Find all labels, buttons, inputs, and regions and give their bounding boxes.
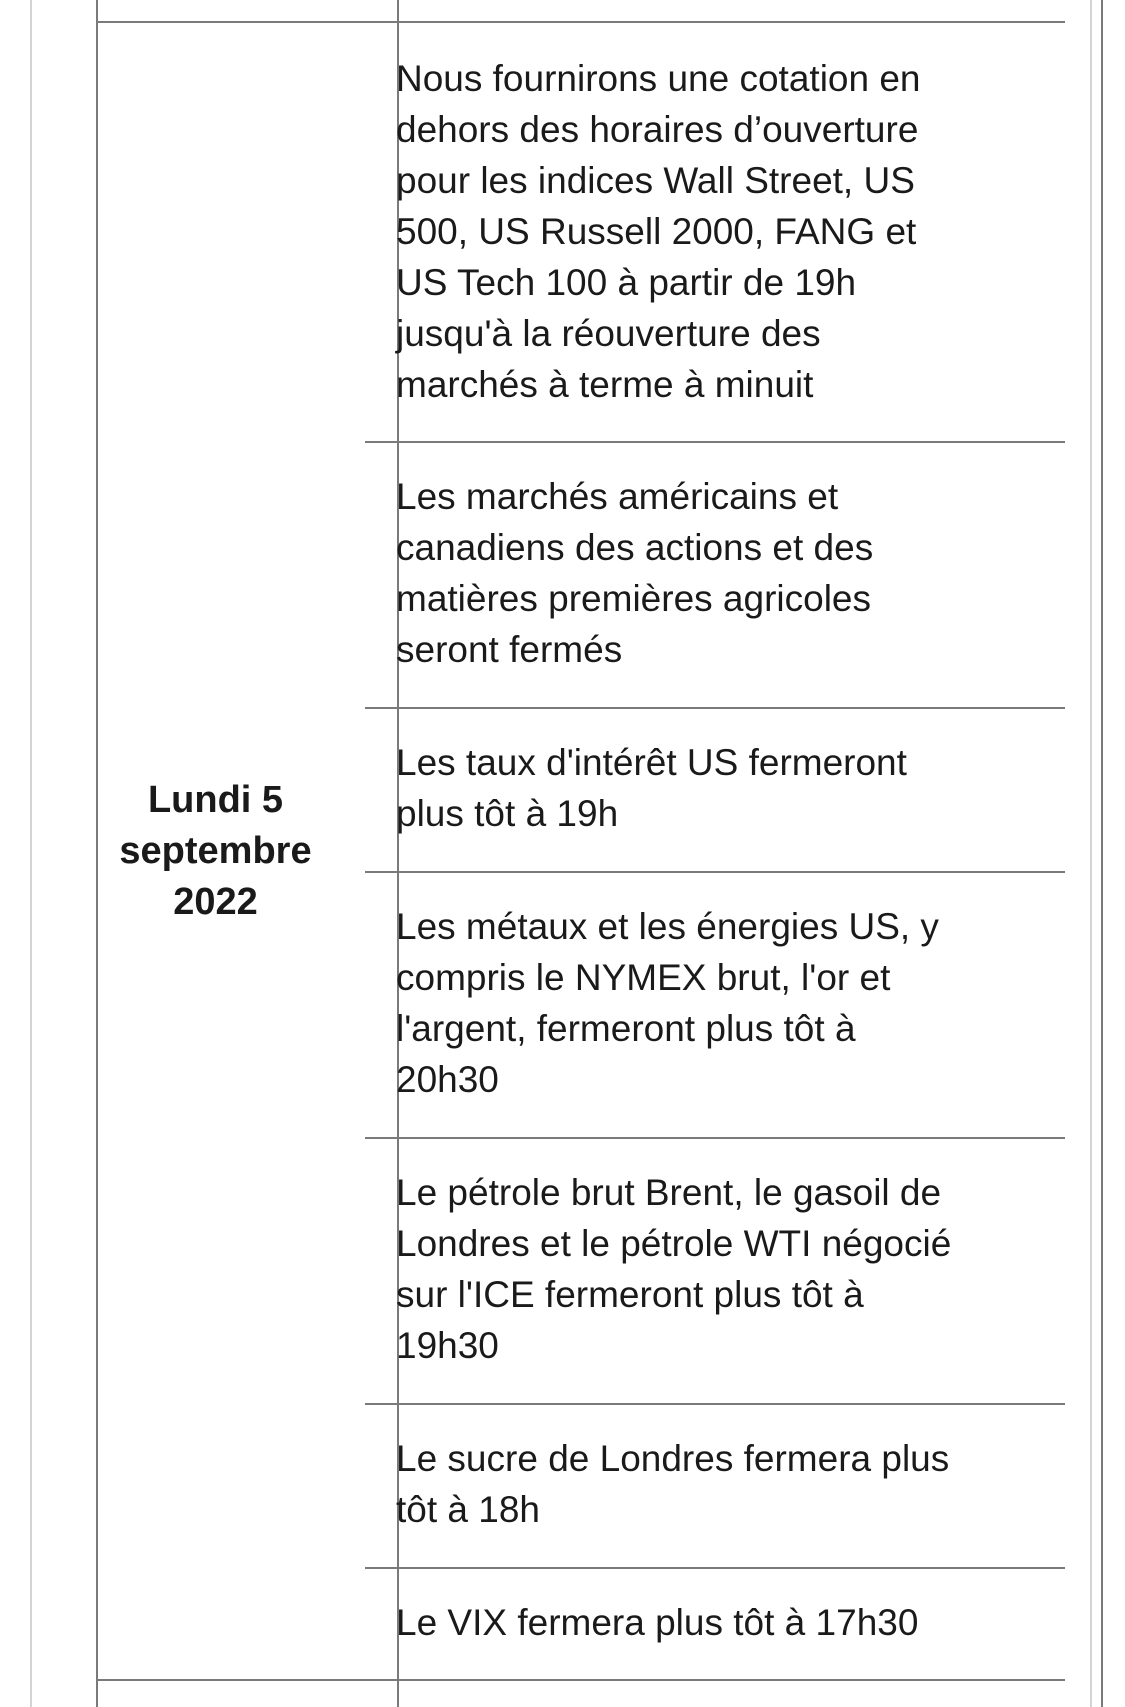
- event-cell-london-sugar: [396, 1433, 1056, 1535]
- event-line: tôt à 18h: [396, 1489, 541, 1530]
- row-separator: [365, 871, 1065, 873]
- row-separator: [365, 707, 1065, 709]
- event-line: seront fermés: [396, 629, 623, 670]
- table-border-right: [1101, 0, 1103, 1707]
- event-line: Nous fournirons une cotation en: [396, 58, 921, 99]
- event-line: 19h30: [396, 1325, 499, 1366]
- event-line: compris le NYMEX brut, l'or et: [396, 957, 891, 998]
- event-line: US Tech 100 à partir de 19h: [396, 262, 857, 303]
- event-cell-metals-energy: [396, 901, 1056, 1105]
- event-line: matières premières agricoles: [396, 578, 872, 619]
- event-line: Les taux d'intérêt US fermeront: [396, 742, 907, 783]
- event-line: dehors des horaires d’ouverture: [396, 109, 919, 150]
- event-cell-quotation: [396, 53, 1056, 410]
- date-year: 2022: [173, 881, 258, 923]
- event-line: Les métaux et les énergies US, y: [396, 906, 939, 947]
- event-line: canadiens des actions et des: [396, 527, 874, 568]
- event-line: Le VIX fermera plus tôt à 17h30: [396, 1602, 919, 1643]
- event-line: Le pétrole brut Brent, le gasoil de: [396, 1172, 942, 1213]
- event-line: pour les indices Wall Street, US: [396, 160, 915, 201]
- row-separator: [365, 1567, 1065, 1569]
- event-cell-vix: [396, 1597, 1056, 1648]
- row-separator: [365, 1403, 1065, 1405]
- event-line: marchés à terme à minuit: [396, 364, 814, 405]
- date-day: Lundi 5: [147, 779, 284, 821]
- event-line: sur l'ICE fermeront plus tôt à: [396, 1274, 864, 1315]
- event-line: 500, US Russell 2000, FANG et: [396, 211, 917, 252]
- date-cell: [66, 775, 365, 928]
- event-line: 20h30: [396, 1059, 499, 1100]
- row-separator-bottom: [96, 1679, 1065, 1681]
- event-cell-interest-rates: [396, 737, 1056, 839]
- event-line: Les marchés américains et: [396, 476, 839, 517]
- event-line: jusqu'à la réouverture des: [396, 313, 821, 354]
- row-separator: [365, 1137, 1065, 1139]
- event-line: Londres et le pétrole WTI négocié: [396, 1223, 952, 1264]
- row-separator-top: [96, 21, 1065, 23]
- event-line: l'argent, fermeront plus tôt à: [396, 1008, 856, 1049]
- date-month: septembre: [119, 830, 312, 872]
- row-separator: [365, 441, 1065, 443]
- event-cell-brent-oil: [396, 1167, 1056, 1371]
- event-line: plus tôt à 19h: [396, 793, 619, 834]
- event-cell-markets-closed: [396, 471, 1056, 675]
- event-line: Le sucre de Londres fermera plus: [396, 1438, 950, 1479]
